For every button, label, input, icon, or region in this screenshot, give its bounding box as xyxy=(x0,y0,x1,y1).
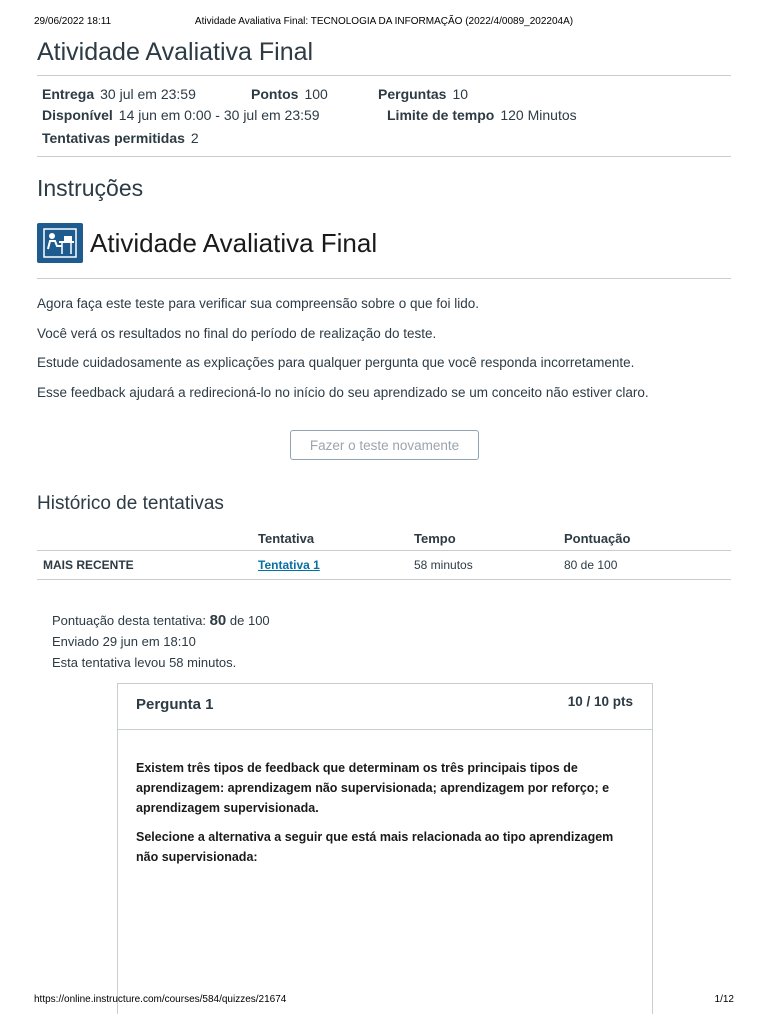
attempt-link[interactable]: Tentativa 1 xyxy=(258,558,320,572)
history-heading: Histórico de tentativas xyxy=(37,493,224,514)
row-label: MAIS RECENTE xyxy=(43,558,134,572)
score-suffix: de 100 xyxy=(229,613,270,628)
detail-tentativas-value: 2 xyxy=(190,130,199,146)
detail-entrega xyxy=(42,86,196,102)
detail-entrega-label: Entrega xyxy=(42,86,95,102)
score-prefix: Pontuação desta tentativa: xyxy=(52,613,206,628)
instructions-heading: Instruções xyxy=(37,175,144,201)
question-title: Pergunta 1 xyxy=(136,696,214,713)
divider xyxy=(37,278,731,279)
print-url: https://online.instructure.com/courses/584/quizzes/21674 xyxy=(34,994,287,1005)
detail-tentativas xyxy=(42,130,199,146)
detail-tentativas-label: Tentativas permitidas xyxy=(42,130,185,146)
attempt-time: 58 minutos xyxy=(414,558,473,572)
instruction-paragraph: Esse feedback ajudará a redirecioná-lo no início do seu aprendizado se um conceito não estiver claro. xyxy=(37,385,649,400)
submitted-text: Enviado 29 jun em 18:10 xyxy=(52,634,196,649)
detail-limite-value: 120 Minutos xyxy=(500,107,577,123)
detail-perguntas xyxy=(378,86,468,102)
column-header-tentativa: Tentativa xyxy=(258,531,315,546)
page-title: Atividade Avaliativa Final xyxy=(37,38,314,66)
instruction-paragraph: Você verá os resultados no final do período de realização do teste. xyxy=(37,326,437,341)
score-summary xyxy=(52,612,270,629)
detail-perguntas-label: Perguntas xyxy=(378,86,447,102)
detail-pontos-value: 100 xyxy=(304,86,328,102)
detail-disponivel-value: 14 jun em 0:00 - 30 jul em 23:59 xyxy=(118,107,320,123)
question-header xyxy=(118,684,652,730)
divider xyxy=(37,156,731,157)
detail-pontos-label: Pontos xyxy=(251,86,299,102)
question-card xyxy=(117,683,653,1014)
question-points: 10 / 10 pts xyxy=(567,694,633,709)
retake-quiz-button[interactable]: Fazer o teste novamente xyxy=(290,430,479,460)
instructions-banner xyxy=(37,223,377,263)
detail-limite xyxy=(387,107,577,123)
table-row xyxy=(37,550,731,580)
detail-perguntas-value: 10 xyxy=(452,86,469,102)
detail-pontos xyxy=(251,86,328,102)
page-number: 1/12 xyxy=(714,994,734,1005)
column-header-tempo: Tempo xyxy=(414,531,456,546)
detail-disponivel xyxy=(42,107,320,123)
print-document-title: Atividade Avaliativa Final: TECNOLOGIA DA INFORMAÇÃO (2022/4/0089_202204A) xyxy=(194,16,574,27)
instruction-paragraph: Estude cuidadosamente as explicações para qualquer pergunta que você responda incorretamente. xyxy=(37,355,635,370)
detail-disponivel-label: Disponível xyxy=(42,107,113,123)
question-text: Existem três tipos de feedback que determinam os três principais tipos de aprendizagem: aprendizagem não supervisionada; aprendizagem por reforço; e aprendizagem supervisionada. xyxy=(136,761,610,815)
column-header-pontuacao: Pontuação xyxy=(564,531,631,546)
banner-title: Atividade Avaliativa Final xyxy=(90,227,378,258)
detail-limite-label: Limite de tempo xyxy=(387,107,495,123)
instruction-paragraph: Agora faça este teste para verificar sua compreensão sobre o que foi lido. xyxy=(37,296,479,311)
score-value: 80 xyxy=(209,612,227,629)
print-date: 29/06/2022 18:11 xyxy=(34,16,112,27)
detail-entrega-value: 30 jul em 23:59 xyxy=(100,86,196,102)
attempt-score: 80 de 100 xyxy=(564,558,618,572)
person-at-desk-icon xyxy=(37,223,83,263)
divider xyxy=(37,75,731,76)
question-prompt: Selecione a alternativa a seguir que está mais relacionada ao tipo aprendizagem não supervisionada: xyxy=(136,830,614,864)
duration-text: Esta tentativa levou 58 minutos. xyxy=(52,655,237,670)
